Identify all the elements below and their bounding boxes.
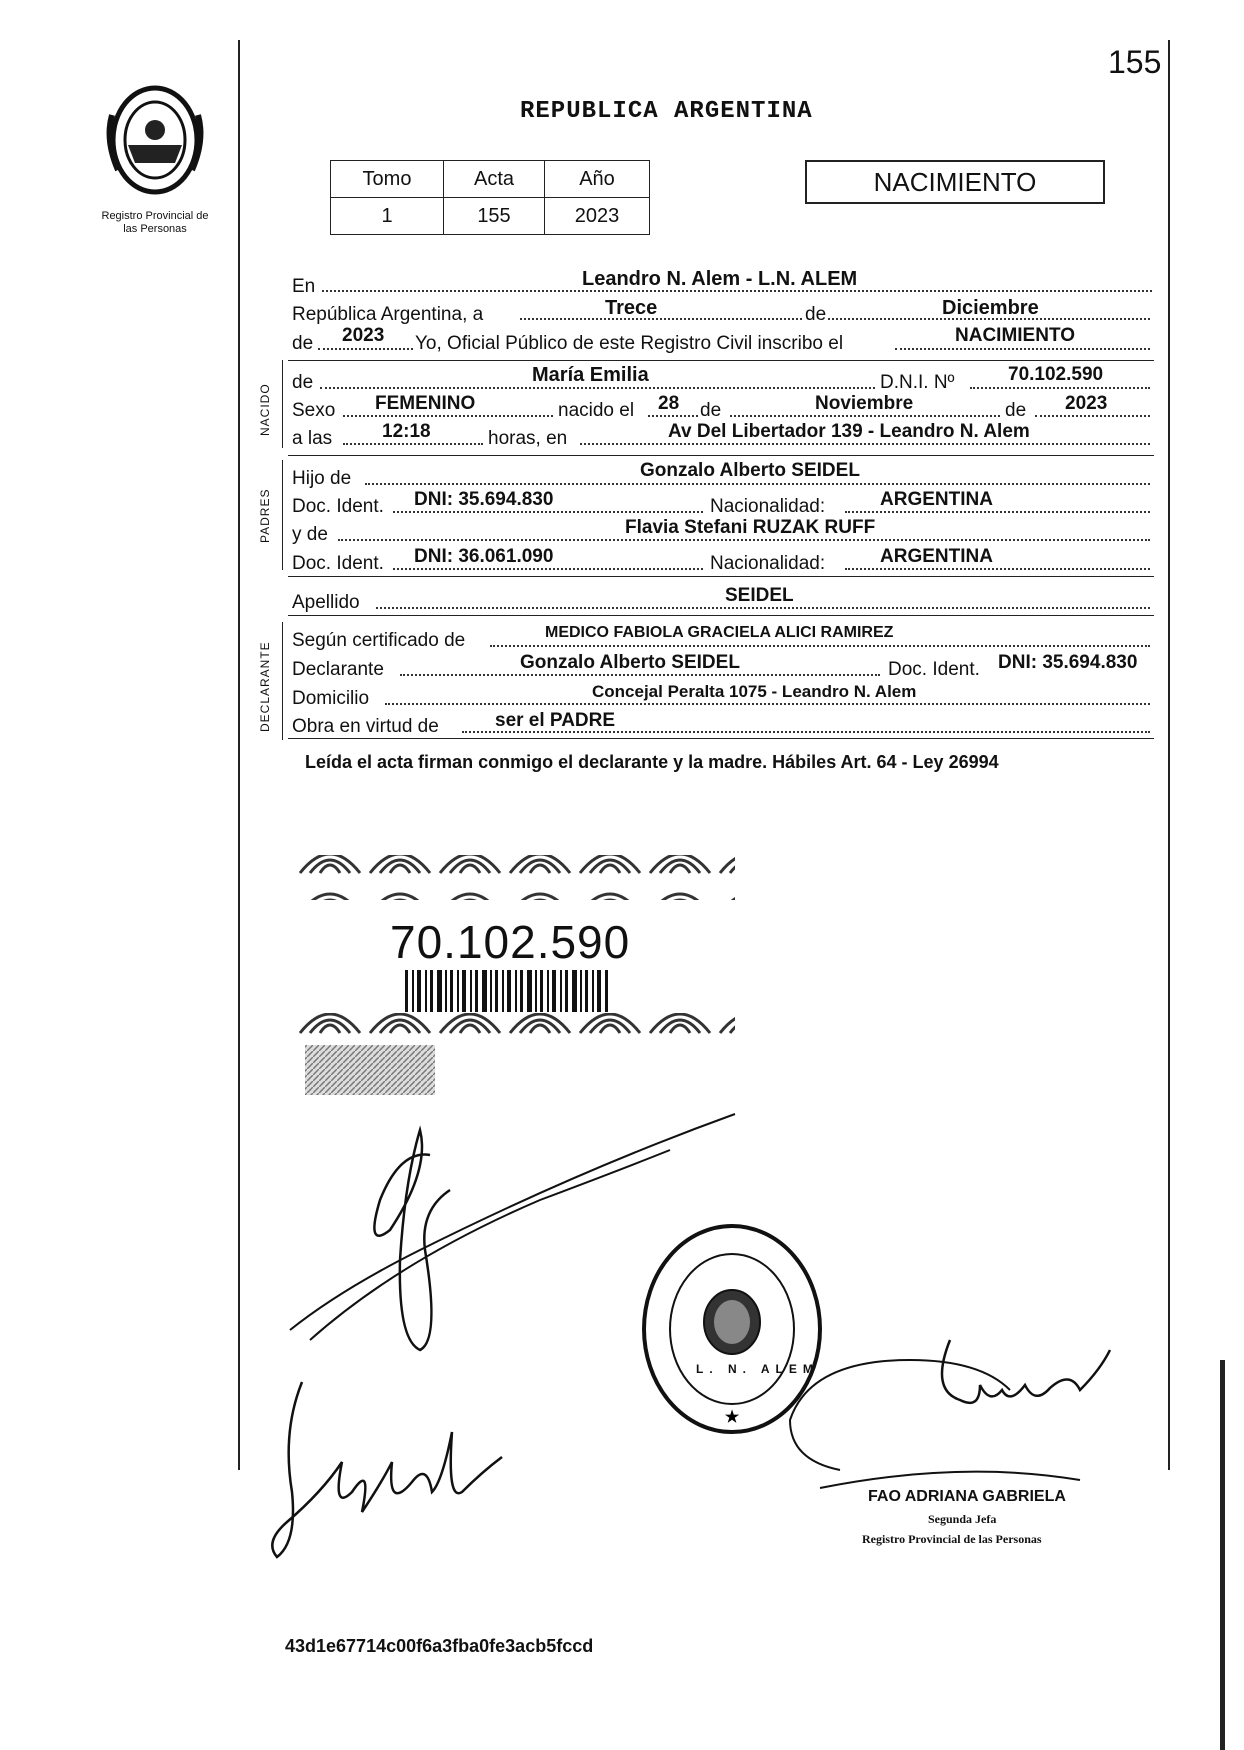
nacido-de-label: de — [292, 372, 314, 393]
hijo-label: Hijo de — [292, 468, 352, 489]
acta-value: 155 — [444, 198, 545, 235]
dotted-line — [343, 443, 483, 445]
dotted-line — [648, 415, 698, 417]
dotted-line — [730, 415, 1000, 417]
page-number: 155 — [1108, 44, 1162, 80]
left-margin-line — [238, 40, 240, 1470]
rep-label: República Argentina, a — [292, 304, 484, 325]
mother-nat-label: Nacionalidad: — [710, 553, 826, 574]
month-value: Diciembre — [942, 297, 1039, 319]
dni-label: D.N.I. Nº — [880, 372, 955, 393]
dotted-line — [343, 415, 553, 417]
dotted-line — [376, 607, 1150, 609]
declarante-doc-label: Doc. Ident. — [888, 659, 980, 680]
right-margin-line — [1168, 40, 1170, 1470]
father-nat-label: Nacionalidad: — [710, 496, 826, 517]
de-label: de — [805, 304, 827, 325]
father-doc-label: Doc. Ident. — [292, 496, 384, 517]
birth-year: 2023 — [1065, 393, 1108, 414]
dotted-line — [970, 387, 1150, 389]
dotted-line — [1035, 415, 1150, 417]
birth-time: 12:18 — [382, 421, 431, 442]
dotted-line — [385, 703, 1150, 705]
misiones-crest-icon — [100, 85, 210, 205]
dotted-line — [580, 443, 1150, 445]
de-label-2: de — [700, 400, 722, 421]
rule — [288, 360, 1154, 361]
edge-bar — [1220, 1360, 1225, 1750]
dotted-line — [845, 568, 1150, 570]
dotted-line — [318, 348, 413, 350]
father-doc: DNI: 35.694.830 — [414, 489, 554, 510]
seal-inner-text: L. N. ALEM — [696, 1362, 819, 1376]
birth-place: Av Del Libertador 139 - Leandro N. Alem — [668, 421, 1030, 442]
document-hash: 43d1e67714c00f6a3fba0fe3acb5fccd — [285, 1636, 594, 1656]
nacido-el-label: nacido el — [558, 400, 635, 421]
mother-signature-icon — [262, 1372, 532, 1562]
section-bar — [282, 622, 283, 740]
oficial-text: Yo, Oficial Público de este Registro Civil inscribo el — [415, 333, 844, 354]
official-name: FAO ADRIANA GABRIELA — [868, 1488, 1066, 1505]
act-type-box: NACIMIENTO — [805, 160, 1105, 204]
apellido-value: SEIDEL — [725, 585, 794, 606]
section-padres: PADRES — [258, 488, 272, 543]
father-nat: ARGENTINA — [880, 489, 993, 510]
cert-label: Según certificado de — [292, 630, 466, 651]
id-sticker — [295, 835, 735, 1095]
child-dni: 70.102.590 — [1008, 364, 1104, 385]
mother-doc: DNI: 36.061.090 — [414, 546, 554, 567]
country-title: REPUBLICA ARGENTINA — [520, 98, 813, 125]
de2-label: de — [292, 333, 314, 354]
dotted-line — [338, 539, 1150, 541]
registry-name: Registro Provincial de las Personas — [101, 210, 209, 235]
declarante-value: Gonzalo Alberto SEIDEL — [520, 652, 740, 673]
section-nacido: NACIDO — [258, 383, 272, 436]
domicilio-value: Concejal Peralta 1075 - Leandro N. Alem — [592, 682, 917, 701]
dotted-line — [400, 674, 880, 676]
dotted-line — [393, 568, 703, 570]
mother-doc-label: Doc. Ident. — [292, 553, 384, 574]
declarante-label: Declarante — [292, 659, 384, 680]
obra-label: Obra en virtud de — [292, 716, 439, 737]
section-bar — [282, 360, 283, 448]
section-declarante: DECLARANTE — [258, 641, 272, 732]
horas-label: horas, en — [488, 428, 568, 449]
declarante-doc: DNI: 35.694.830 — [998, 652, 1138, 673]
birth-day: 28 — [658, 393, 680, 414]
rule — [288, 576, 1154, 577]
sexo-value: FEMENINO — [375, 393, 476, 414]
de-label-3: de — [1005, 400, 1027, 421]
dotted-line — [895, 348, 1150, 350]
rule — [288, 455, 1154, 456]
yde-label: y de — [292, 524, 328, 545]
alas-label: a las — [292, 428, 333, 449]
official-signature-icon — [780, 1330, 1140, 1490]
dotted-line — [490, 645, 1150, 647]
official-role: Segunda Jefa — [928, 1512, 997, 1526]
act-value: NACIMIENTO — [955, 325, 1075, 346]
child-name: María Emilia — [532, 364, 649, 386]
registry-logo — [100, 85, 215, 236]
dotted-line — [320, 387, 875, 389]
official-office: Registro Provincial de las Personas — [862, 1532, 1042, 1546]
anio-value: 2023 — [545, 198, 650, 235]
col-tomo: Tomo — [331, 161, 444, 198]
rule — [288, 615, 1154, 616]
place-value: Leandro N. Alem - L.N. ALEM — [582, 268, 858, 290]
tomo-value: 1 — [331, 198, 444, 235]
year-value: 2023 — [342, 325, 385, 346]
domicilio-label: Domicilio — [292, 688, 370, 709]
legal-note: Leída el acta firman conmigo el declarante y la madre. Hábiles Art. 64 - Ley 26994 — [305, 752, 999, 772]
day-value: Trece — [605, 297, 658, 319]
dotted-line — [845, 511, 1150, 513]
father-name: Gonzalo Alberto SEIDEL — [640, 460, 860, 481]
section-bar — [282, 460, 283, 570]
col-acta: Acta — [444, 161, 545, 198]
registry-table — [330, 160, 650, 235]
birth-month: Noviembre — [815, 393, 914, 414]
en-label: En — [292, 276, 316, 297]
sexo-label: Sexo — [292, 400, 336, 421]
rule — [288, 738, 1154, 739]
sticker-number: 70.102.590 — [390, 916, 631, 968]
mother-nat: ARGENTINA — [880, 546, 993, 567]
svg-text:★: ★ — [724, 1409, 740, 1426]
mother-name: Flavia Stefani RUZAK RUFF — [625, 517, 876, 538]
dotted-line — [393, 511, 703, 513]
apellido-label: Apellido — [292, 592, 360, 613]
col-anio: Año — [545, 161, 650, 198]
dotted-line — [365, 483, 1150, 485]
obra-value: ser el PADRE — [495, 710, 616, 731]
cert-value: MEDICO FABIOLA GRACIELA ALICI RAMIREZ — [545, 624, 894, 641]
